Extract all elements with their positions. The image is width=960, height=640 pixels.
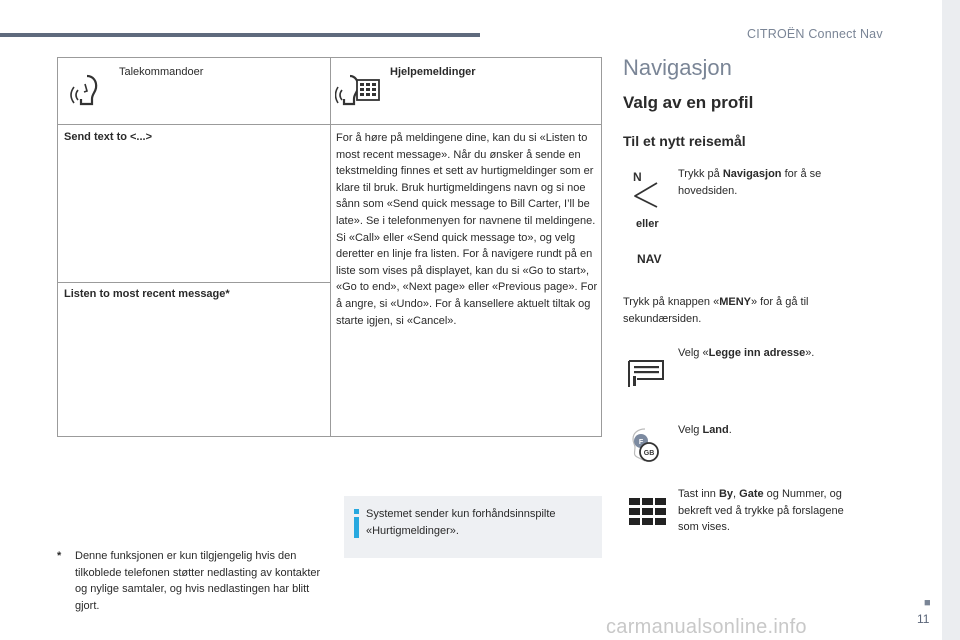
footnote	[57, 548, 322, 614]
continue-marker: ■	[924, 597, 931, 609]
country-badge-bottom: GB	[643, 450, 655, 457]
command-listen-recent: Listen to most recent message*	[64, 288, 230, 300]
watermark: carmanualsonline.info	[606, 616, 807, 638]
command-send-text: Send text to <...>	[64, 131, 153, 143]
page-edge-strip	[942, 0, 960, 640]
footnote-text: Denne funksjonen er kun tilgjengelig hvis den tilkoblede telefonen støtter nedlasting av kontakter og nylige samtaler, og hvis nedlastingen har blitt gjort.	[75, 550, 321, 612]
navigation-icon-letter: N	[633, 170, 642, 184]
page-number: 11	[917, 612, 930, 626]
nav-button-label: NAV	[637, 252, 662, 266]
country-badge-top: F	[638, 439, 644, 446]
info-icon	[354, 509, 359, 538]
or-label: eller	[636, 218, 659, 230]
help-message-icon	[335, 68, 381, 110]
brand-title: CITROËN Connect Nav	[747, 27, 883, 41]
section-heading: Til et nytt reisemål	[623, 133, 746, 149]
footnote-marker: *	[57, 550, 62, 562]
info-text: Systemet sender kun forhåndsinnspilte «Hurtigmeldinger».	[366, 508, 556, 537]
table-header-help: Hjelpemeldinger	[390, 66, 476, 78]
keyboard-icon	[627, 496, 669, 528]
address-entry-icon	[627, 355, 667, 389]
step-country: Velg Land.	[678, 424, 732, 436]
command-help-text: For å høre på meldingene dine, kan du si «Listen to most recent message». Når du ønsker å sende en tekstmelding finnes et sett av hurtigmeldinger som er klare til bruk. Bruk hurtigmeldingens navn og si noe sånn som «Send quick message to Bill Carter, I’ll be late». Se i telefonmenyen for navnene til meldingene. Si «Call» eller «Send quick message to», og velg deretter en linje fra listen. For å navigere rundt på en liste som vises på displayet, kan du si «Go to start», «Go to end», «Next page» eller «Previous page». For å angre, si «Undo». For å kansellere aktuelt tiltak og starte igjen, si «Cancel».	[336, 132, 598, 327]
step-street: Tast inn By, Gate og Nummer, og bekreft ved å trykke på forslagene som vises.	[678, 488, 844, 533]
step-menu: Trykk på knappen «MENY» for å gå til sekundærsiden.	[623, 296, 809, 325]
table-divider	[58, 124, 601, 125]
table-divider	[330, 58, 331, 436]
section-title: Navigasjon	[623, 55, 732, 80]
step-address: Velg «Legge inn adresse».	[678, 347, 815, 359]
section-subtitle: Valg av en profil	[623, 93, 754, 112]
country-icon	[627, 425, 667, 465]
voice-command-icon	[68, 68, 102, 108]
header-rule	[0, 33, 480, 37]
voice-command-table	[57, 57, 602, 437]
info-note	[344, 496, 602, 558]
table-divider	[58, 282, 330, 283]
navigation-icon	[627, 169, 663, 209]
table-header-commands: Talekommandoer	[119, 66, 204, 78]
step-navigation: Trykk på Navigasjon for å se hovedsiden.	[678, 168, 822, 197]
